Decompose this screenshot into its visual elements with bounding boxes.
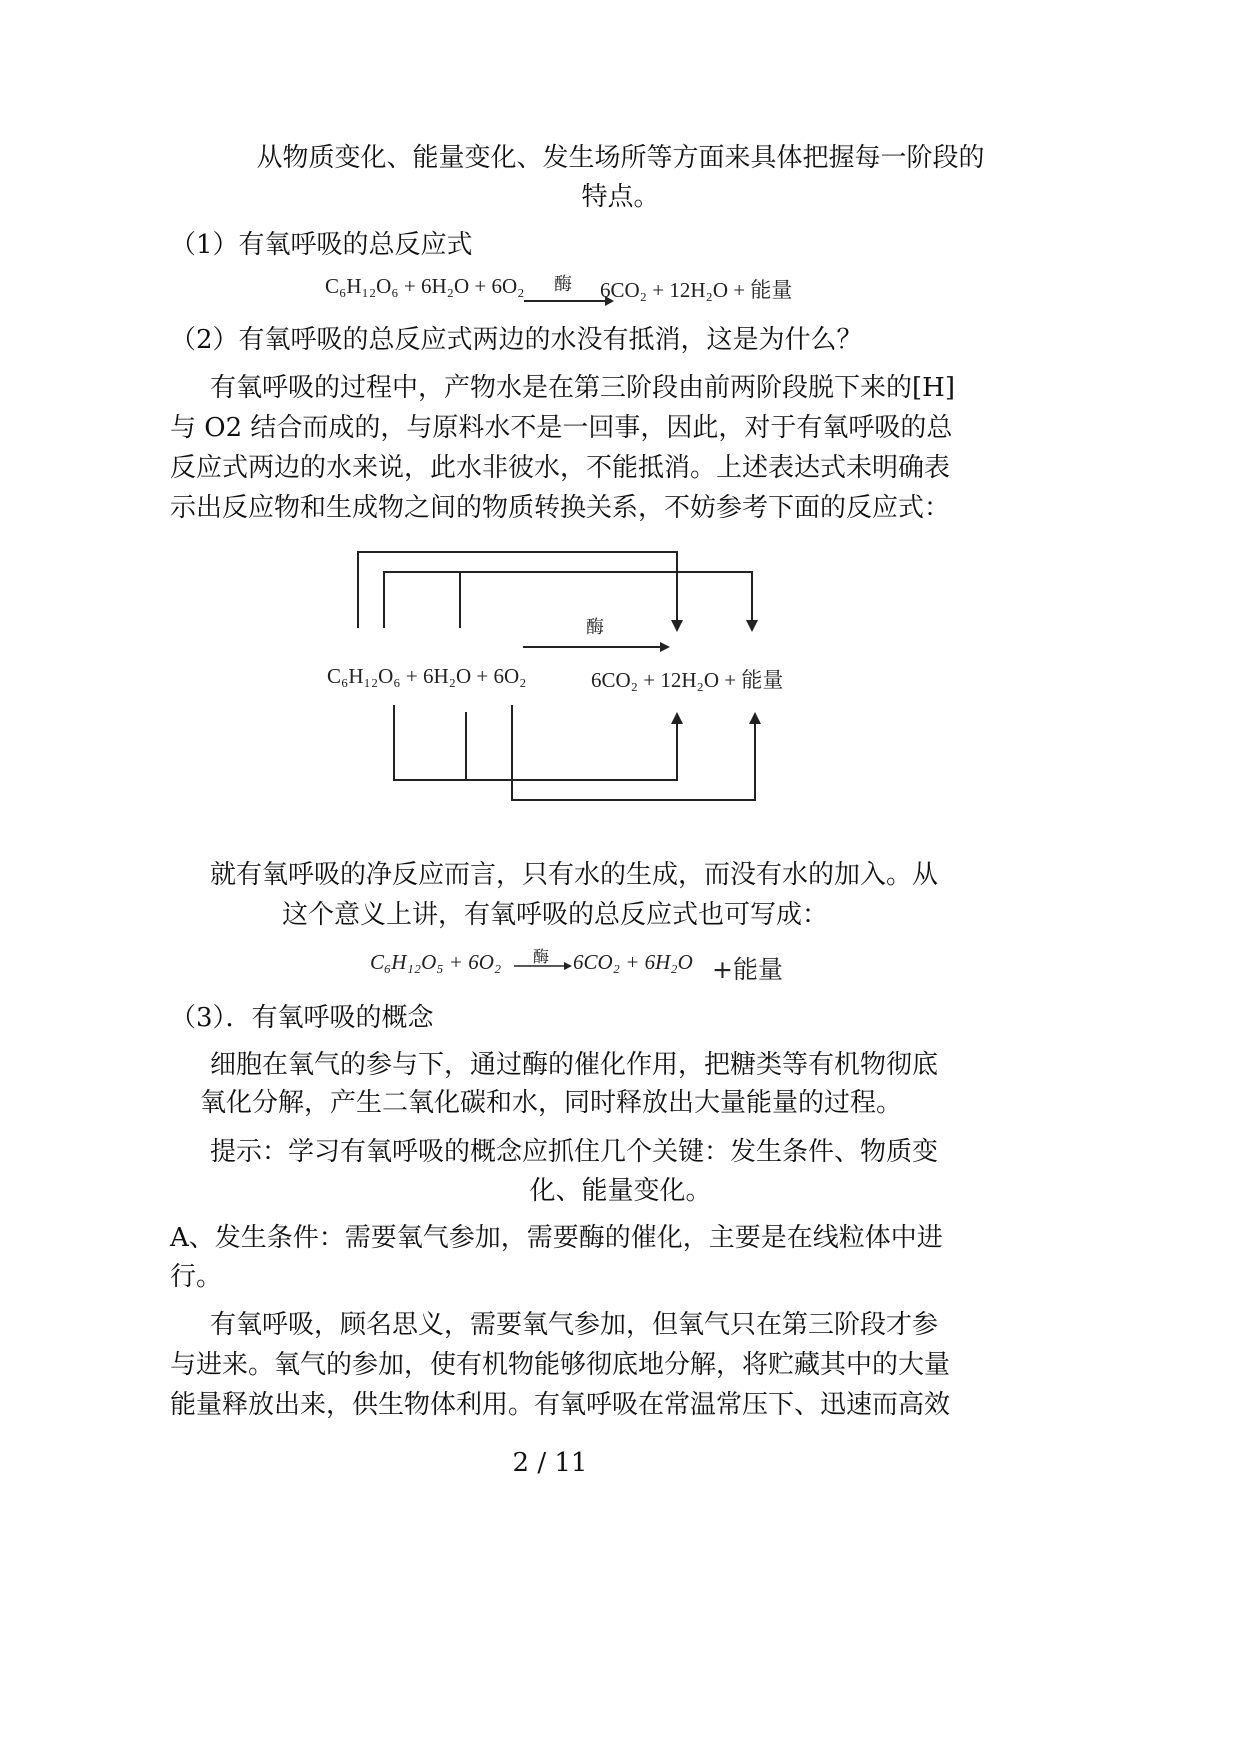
diagram-catalyst: 酶 <box>586 617 604 637</box>
concept-line-1: 细胞在氧气的参与下，通过酶的催化作用，把糖类等有机物彻底 <box>210 1050 939 1080</box>
heading-water-question: （2）有氧呼吸的总反应式两边的水没有抵消，这是为什么？ <box>170 325 863 355</box>
equation-2-left: C₆H₁₂O₅ + 6O₂ <box>370 950 502 974</box>
tip-line-2: 化、能量变化。 <box>529 1176 712 1206</box>
para2-line-2: 这个意义上讲，有氧呼吸的总反应式也可写成： <box>282 900 829 930</box>
equation-2-catalyst: 酶 <box>533 949 550 966</box>
para1-line-4: 示出反应物和生成物之间的物质转换关系，不妨参考下面的反应式： <box>170 493 951 523</box>
para1-line-1: 有氧呼吸的过程中，产物水是在第三阶段由前两阶段脱下来的[H] <box>210 373 955 403</box>
tip-line-1: 提示：学习有氧呼吸的概念应抓住几个关键：发生条件、物质变 <box>210 1137 939 1167</box>
para3-line-2: 与进来。氧气的参加，使有机物能够彻底地分解，将贮藏其中的大量 <box>170 1350 951 1380</box>
point-a-line-2: 行。 <box>170 1262 223 1292</box>
diagram-right: 6CO₂ + 12H₂O + 能量 <box>591 668 784 692</box>
para1-line-3: 反应式两边的水来说，此水非彼水，不能抵消。上述表达式未明确表 <box>170 453 951 483</box>
point-a-line-1: A、发生条件：需要氧气参加，需要酶的催化，主要是在线粒体中进 <box>170 1223 943 1253</box>
equation-1-left: C₆H₁₂O₆ + 6H₂O + 6O₂ <box>325 274 525 298</box>
heading-concept: （3）．有氧呼吸的概念 <box>170 1003 434 1033</box>
heading-total-equation: （1）有氧呼吸的总反应式 <box>170 230 473 260</box>
equation-1-catalyst: 酶 <box>554 274 572 294</box>
para3-line-1: 有氧呼吸，顾名思义，需要氧气参加，但氧气只在第三阶段才参 <box>210 1310 939 1340</box>
page-number: 2 / 11 <box>512 1448 588 1478</box>
intro-line-2: 特点。 <box>581 182 660 212</box>
equation-2-energy: +能量 <box>712 955 783 984</box>
equation-1-right: 6CO₂ + 12H₂O + 能量 <box>600 278 793 302</box>
para3-line-3: 能量释放出来，供生物体利用。有氧呼吸在常温常压下、迅速而高效 <box>170 1390 951 1420</box>
para1-line-2: 与 O2 结合而成的，与原料水不是一回事，因此，对于有氧呼吸的总 <box>170 413 953 443</box>
intro-line-1: 从物质变化、能量变化、发生场所等方面来具体把握每一阶段的 <box>256 143 985 173</box>
concept-line-2: 氧化分解，产生二氧化碳和水，同时释放出大量能量的过程。 <box>200 1088 903 1118</box>
para2-line-1: 就有氧呼吸的净反应而言，只有水的生成，而没有水的加入。从 <box>210 860 939 890</box>
equation-2-arrow <box>0 0 1 1</box>
diagram-left: C₆H₁₂O₆ + 6H₂O + 6O₂ <box>327 664 527 688</box>
equation-2-right: 6CO₂ + 6H₂O <box>573 950 693 974</box>
